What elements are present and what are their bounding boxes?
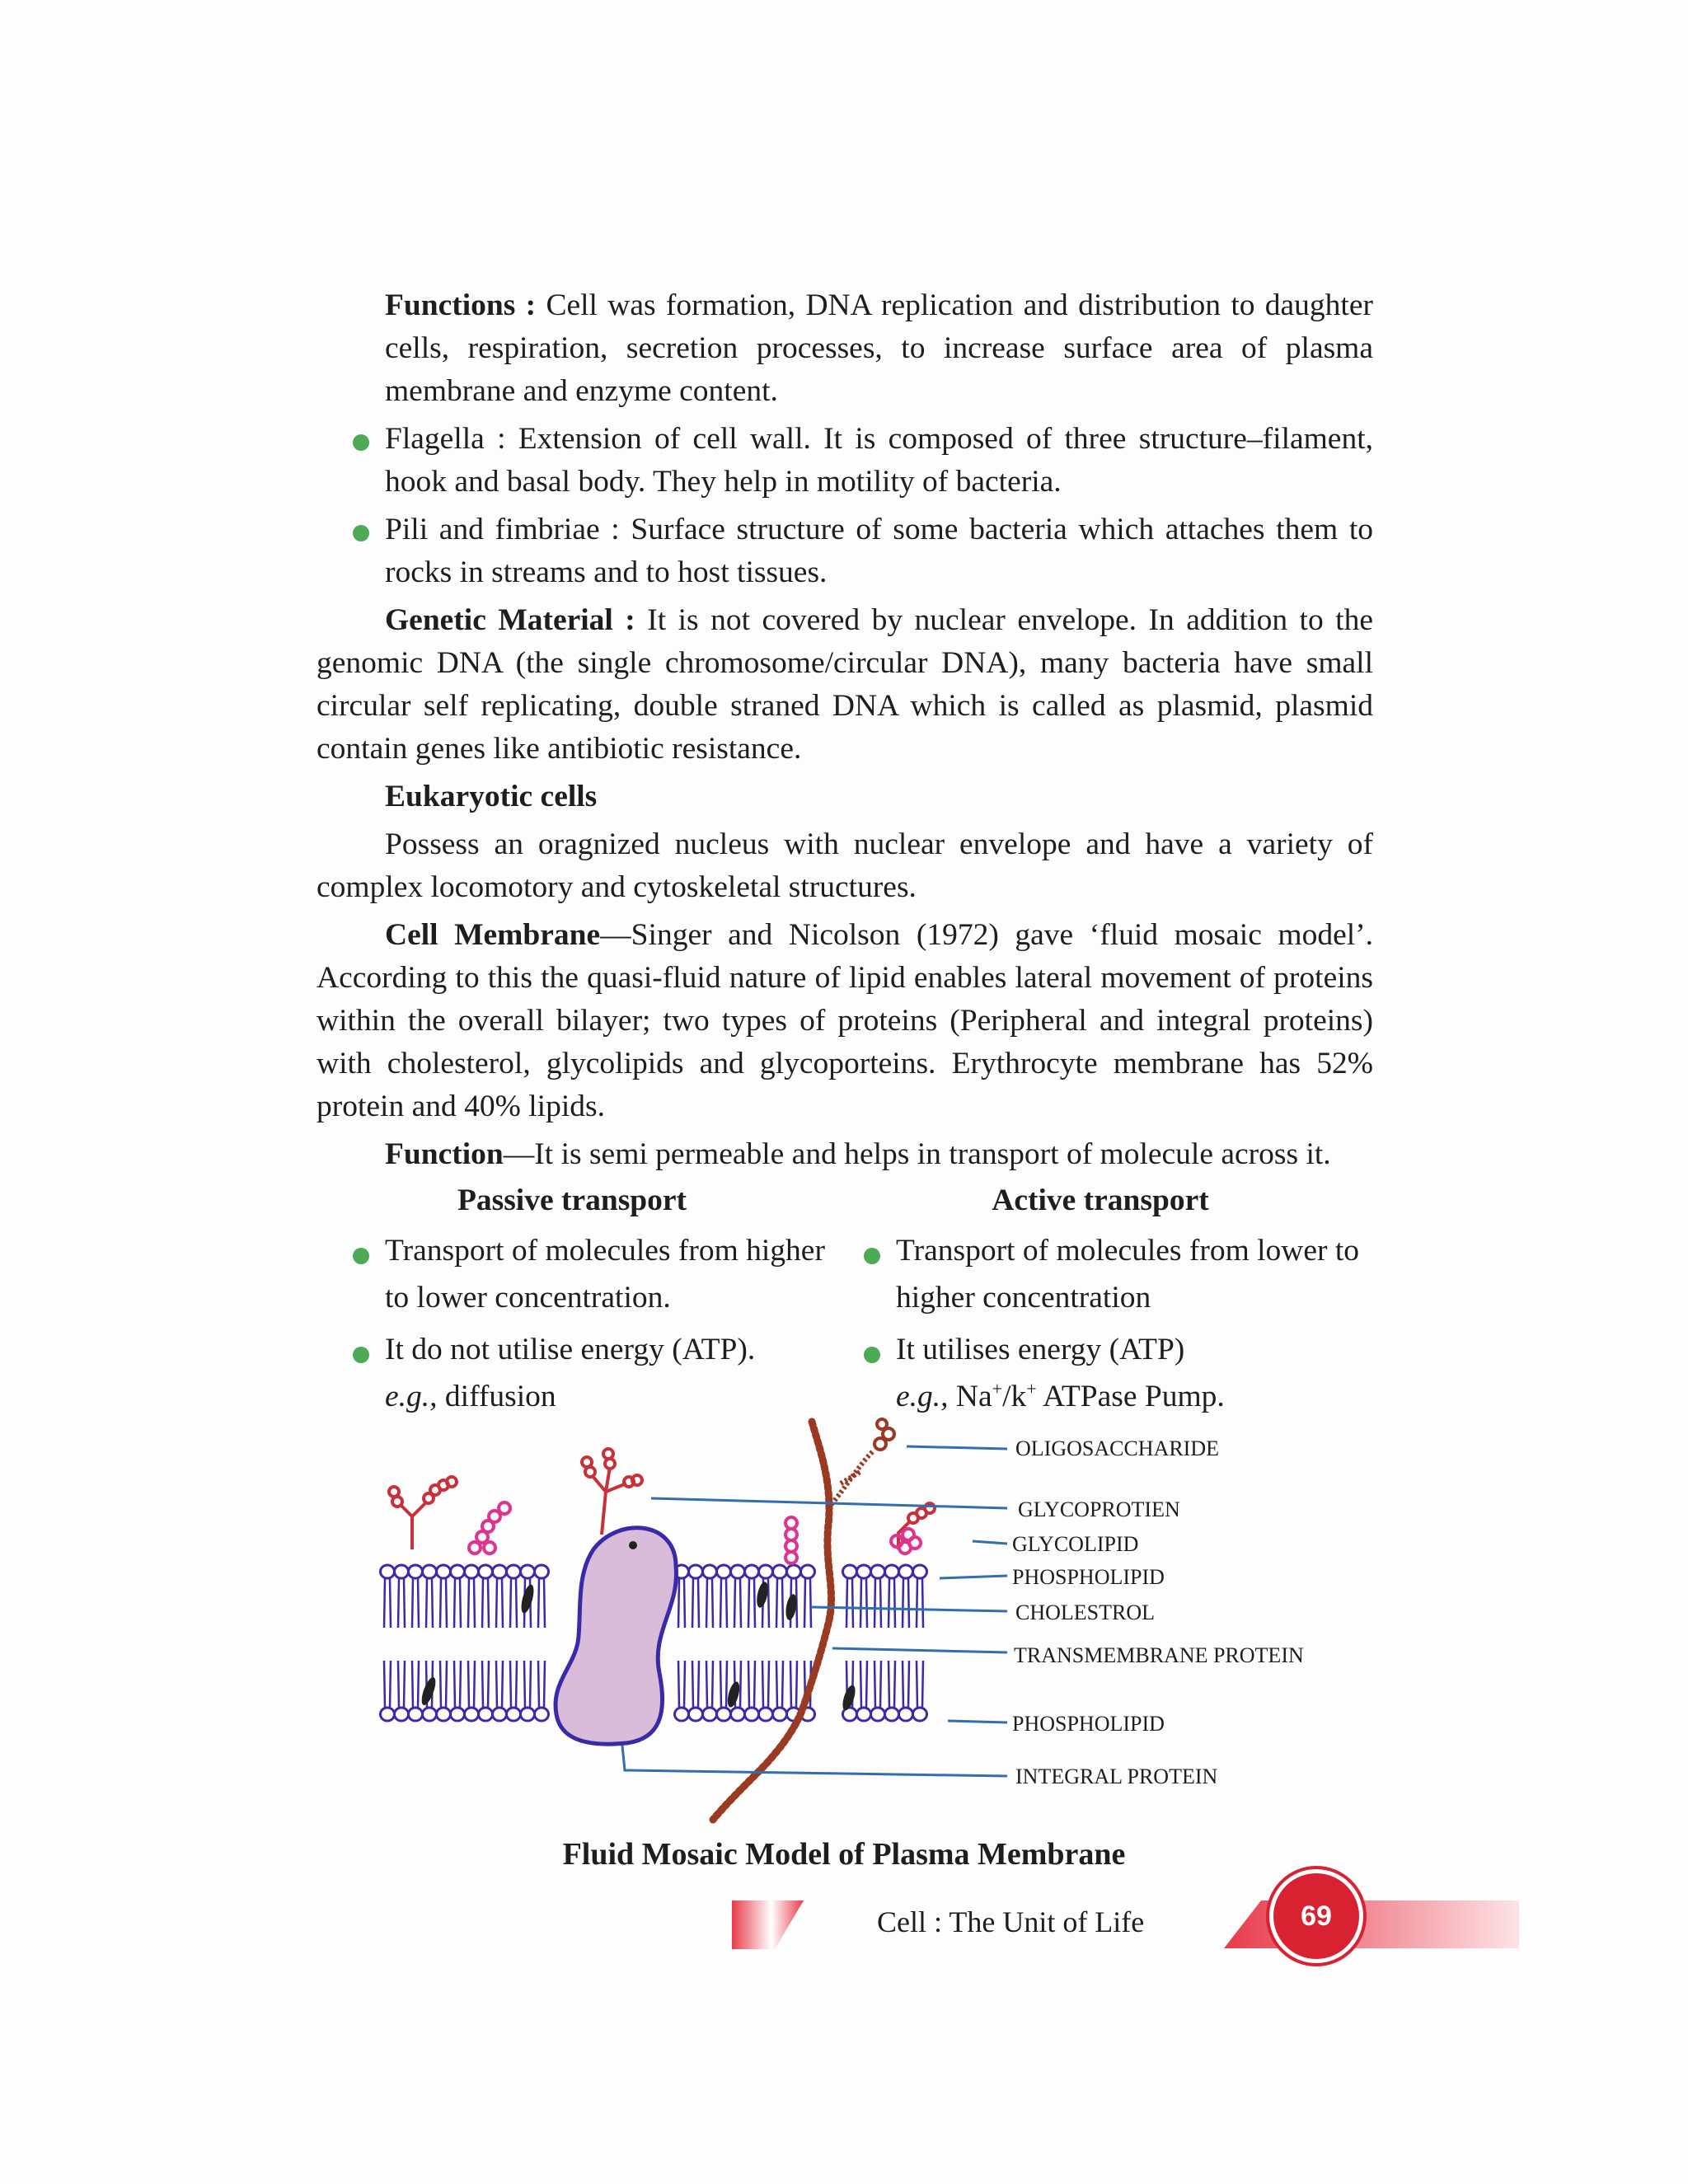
phospholipid-head bbox=[871, 1565, 885, 1578]
protein-dot bbox=[629, 1541, 637, 1549]
lipid-tail bbox=[790, 1661, 797, 1708]
lipid-tail bbox=[468, 1661, 475, 1708]
lipid-tail bbox=[889, 1661, 895, 1708]
label-integral-protein: INTEGRAL PROTEIN bbox=[1015, 1765, 1218, 1788]
lipid-tail bbox=[903, 1578, 909, 1628]
phospholipid-head bbox=[871, 1708, 885, 1721]
phospholipid-head bbox=[465, 1565, 479, 1578]
phospholipid-head bbox=[675, 1708, 689, 1721]
lipid-tail bbox=[706, 1578, 713, 1628]
lipid-tail bbox=[398, 1661, 405, 1708]
page-number: 69 bbox=[1301, 1900, 1332, 1932]
lipid-tail bbox=[706, 1661, 713, 1708]
label-glycoprotein: GLYCOPROTIEN bbox=[1018, 1497, 1180, 1521]
lipid-tail bbox=[874, 1578, 881, 1628]
phospholipid-head bbox=[689, 1708, 703, 1721]
label-phospholipid-top: PHOSPHOLIPID bbox=[1012, 1565, 1165, 1589]
phospholipid-head bbox=[381, 1565, 395, 1578]
footer-left-accent bbox=[732, 1900, 804, 1949]
label-cholesterol: CHOLESTROL bbox=[1015, 1601, 1155, 1624]
phospholipid-head bbox=[899, 1565, 913, 1578]
phospholipid-head bbox=[787, 1565, 801, 1578]
phospholipid-head bbox=[451, 1708, 465, 1721]
list-item: It do not utilise energy (ATP). bbox=[316, 1326, 828, 1373]
lipid-tail bbox=[776, 1661, 783, 1708]
lipid-tail bbox=[692, 1578, 699, 1628]
lipid-tail bbox=[720, 1661, 727, 1708]
phospholipid-head bbox=[717, 1708, 731, 1721]
lipid-tail bbox=[804, 1578, 811, 1628]
strand-sugars bbox=[874, 1419, 894, 1450]
cell-membrane-label: Cell Membrane bbox=[385, 918, 601, 952]
label-oligosaccharide: OLIGOSACCHARIDE bbox=[1015, 1436, 1219, 1460]
phospholipid-head bbox=[731, 1565, 745, 1578]
oligosaccharide-branch bbox=[828, 1451, 874, 1508]
phospholipid-head bbox=[759, 1565, 773, 1578]
lipid-tail bbox=[762, 1661, 769, 1708]
phospholipid-head bbox=[745, 1565, 759, 1578]
phospholipid-head bbox=[857, 1565, 871, 1578]
phospholipid-head bbox=[843, 1565, 857, 1578]
lipid-tail bbox=[412, 1661, 419, 1708]
passive-transport-heading: Passive transport bbox=[457, 1183, 687, 1217]
phospholipid-head bbox=[913, 1708, 927, 1721]
eukaryotic-paragraph: Possess an oragnized nucleus with nuclear envelope and have a variety of complex locomotory and cytoskeletal structures. bbox=[316, 827, 1373, 904]
lipid-tail bbox=[384, 1661, 391, 1708]
phospholipid-head bbox=[395, 1565, 409, 1578]
lipid-tail bbox=[720, 1578, 727, 1628]
phospholipid-head bbox=[423, 1565, 437, 1578]
lipid-tail bbox=[860, 1578, 867, 1628]
footer-chapter-title: Cell : The Unit of Life bbox=[877, 1905, 1145, 1938]
functions-text: Cell was formation, DNA replication and distribution to daughter cells, respiration, secretion processes, to increase surface area of plasma membrane and enzyme content. bbox=[385, 288, 1373, 408]
lipid-tail bbox=[454, 1578, 461, 1628]
lipid-tail bbox=[510, 1578, 517, 1628]
bullet-text: Flagella : Extension of cell wall. It is composed of three structure–filament, hook and basal body. They help in motility of bacteria. bbox=[385, 422, 1373, 499]
lipid-tail bbox=[440, 1661, 447, 1708]
lipid-tail bbox=[678, 1661, 685, 1708]
lipid-tail bbox=[538, 1578, 545, 1628]
lipid-tail bbox=[524, 1661, 531, 1708]
functions-label: Functions : bbox=[385, 288, 537, 322]
phospholipid-head bbox=[479, 1708, 493, 1721]
figure-caption: Fluid Mosaic Model of Plasma Membrane bbox=[562, 1837, 1126, 1872]
phospholipid-head bbox=[521, 1565, 535, 1578]
bullet-text: Pili and fimbriae : Surface structure of some bacteria which attaches them to rocks in streams and to host tissues. bbox=[385, 513, 1373, 589]
phospholipid-head bbox=[409, 1565, 423, 1578]
phospholipid-head bbox=[857, 1708, 871, 1721]
phospholipid-head bbox=[521, 1708, 535, 1721]
lipid-tail bbox=[440, 1578, 447, 1628]
label-transmembrane-protein: TRANSMEMBRANE PROTEIN bbox=[1014, 1643, 1304, 1667]
active-transport-heading: Active transport bbox=[992, 1183, 1209, 1217]
lipid-tail bbox=[874, 1661, 881, 1708]
lipid-tail bbox=[889, 1578, 895, 1628]
phospholipid-head bbox=[885, 1565, 899, 1578]
phospholipid-head bbox=[759, 1708, 773, 1721]
label-phospholipid-bottom: PHOSPHOLIPID bbox=[1012, 1712, 1165, 1736]
phospholipid-head bbox=[493, 1708, 507, 1721]
integral-protein bbox=[556, 1528, 676, 1744]
list-item: Transport of molecules from higher to lower concentration. bbox=[316, 1227, 828, 1321]
lipid-tail bbox=[398, 1578, 405, 1628]
phospholipid-head bbox=[689, 1565, 703, 1578]
phospholipid-head bbox=[381, 1708, 395, 1721]
phospholipid-head bbox=[409, 1708, 423, 1721]
phospholipid-head bbox=[535, 1708, 549, 1721]
lipid-tail bbox=[426, 1578, 433, 1628]
passive-example: e.g., diffusion bbox=[385, 1380, 556, 1413]
lipid-tail bbox=[412, 1578, 419, 1628]
phospholipid-head bbox=[507, 1708, 521, 1721]
phospholipid-head bbox=[465, 1708, 479, 1721]
lipid-tail bbox=[860, 1661, 867, 1708]
lipid-tail bbox=[748, 1578, 755, 1628]
phospholipid-head bbox=[899, 1708, 913, 1721]
cell-membrane-text: —Singer and Nicolson (1972) gave ‘fluid mosaic model’. According to this the quasi-fluid nature of lipid enables lateral movement of proteins within the overall bilayer; two types of proteins (Peripheral and integral proteins) with cholesterol, glycolipids and glycoporteins. Erythrocyte membrane has 52% protein and 40% lipids. bbox=[316, 918, 1373, 1123]
eukaryotic-heading: Eukaryotic cells bbox=[385, 780, 598, 813]
lipid-tail bbox=[903, 1661, 909, 1708]
phospholipid-head bbox=[395, 1708, 409, 1721]
phospholipid-head bbox=[437, 1708, 451, 1721]
lipid-tail bbox=[846, 1578, 853, 1628]
label-leaders bbox=[622, 1446, 1007, 1776]
footer-right-accent bbox=[1224, 1900, 1519, 1948]
list-item: Transport of molecules from lower to higher concentration bbox=[828, 1227, 1373, 1321]
lipid-tail bbox=[482, 1578, 489, 1628]
phospholipid-head bbox=[773, 1565, 787, 1578]
list-item: It utilises energy (ATP) bbox=[828, 1326, 1373, 1373]
phospholipid-head bbox=[535, 1565, 549, 1578]
phospholipid-head bbox=[773, 1708, 787, 1721]
figure-labels bbox=[1012, 1436, 1304, 1788]
phospholipid-head bbox=[451, 1565, 465, 1578]
label-glycolipid: GLYCOLIPID bbox=[1012, 1532, 1139, 1556]
lipid-tail bbox=[496, 1661, 503, 1708]
lipid-tail bbox=[510, 1661, 517, 1708]
genetic-material-text: It is not covered by nuclear envelope. In addition to the genomic DNA (the single chromosome/circular DNA), many bacteria have small circular self replicating, double straned DNA which is called as plasmid, plasmid contain genes like antibiotic resistance. bbox=[316, 603, 1373, 766]
phospholipid-head bbox=[801, 1565, 815, 1578]
lipid-tail bbox=[454, 1661, 461, 1708]
lipid-tail bbox=[482, 1661, 489, 1708]
lipid-tail bbox=[917, 1661, 923, 1708]
phospholipid-head bbox=[913, 1565, 927, 1578]
function-label: Function bbox=[385, 1137, 504, 1171]
lipid-tail bbox=[734, 1578, 741, 1628]
lipid-tail bbox=[384, 1578, 391, 1628]
phospholipid-head bbox=[885, 1708, 899, 1721]
phospholipid-head bbox=[479, 1565, 493, 1578]
lipid-tail bbox=[917, 1578, 923, 1628]
lipid-tail bbox=[748, 1661, 755, 1708]
phospholipid-head bbox=[423, 1708, 437, 1721]
phospholipid-head bbox=[745, 1708, 759, 1721]
lipid-tail bbox=[678, 1578, 685, 1628]
active-example: e.g., Na+/k+ ATPase Pump. bbox=[896, 1378, 1225, 1413]
lipid-tail bbox=[776, 1578, 783, 1628]
phospholipid-head bbox=[717, 1565, 731, 1578]
phospholipid-head bbox=[493, 1565, 507, 1578]
function-text: —It is semi permeable and helps in transport of molecule across it. bbox=[503, 1137, 1331, 1171]
phospholipid-head bbox=[507, 1565, 521, 1578]
lipid-tail bbox=[496, 1578, 503, 1628]
phospholipid-head bbox=[703, 1708, 717, 1721]
lipid-tail bbox=[468, 1578, 475, 1628]
phospholipid-head bbox=[703, 1565, 717, 1578]
phospholipid-head bbox=[731, 1708, 745, 1721]
lipid-tail bbox=[538, 1661, 545, 1708]
page-number-badge bbox=[1269, 1869, 1363, 1963]
lipid-tail bbox=[692, 1661, 699, 1708]
genetic-material-label: Genetic Material : bbox=[385, 603, 635, 637]
phospholipid-head bbox=[437, 1565, 451, 1578]
transmembrane-protein bbox=[713, 1422, 832, 1820]
